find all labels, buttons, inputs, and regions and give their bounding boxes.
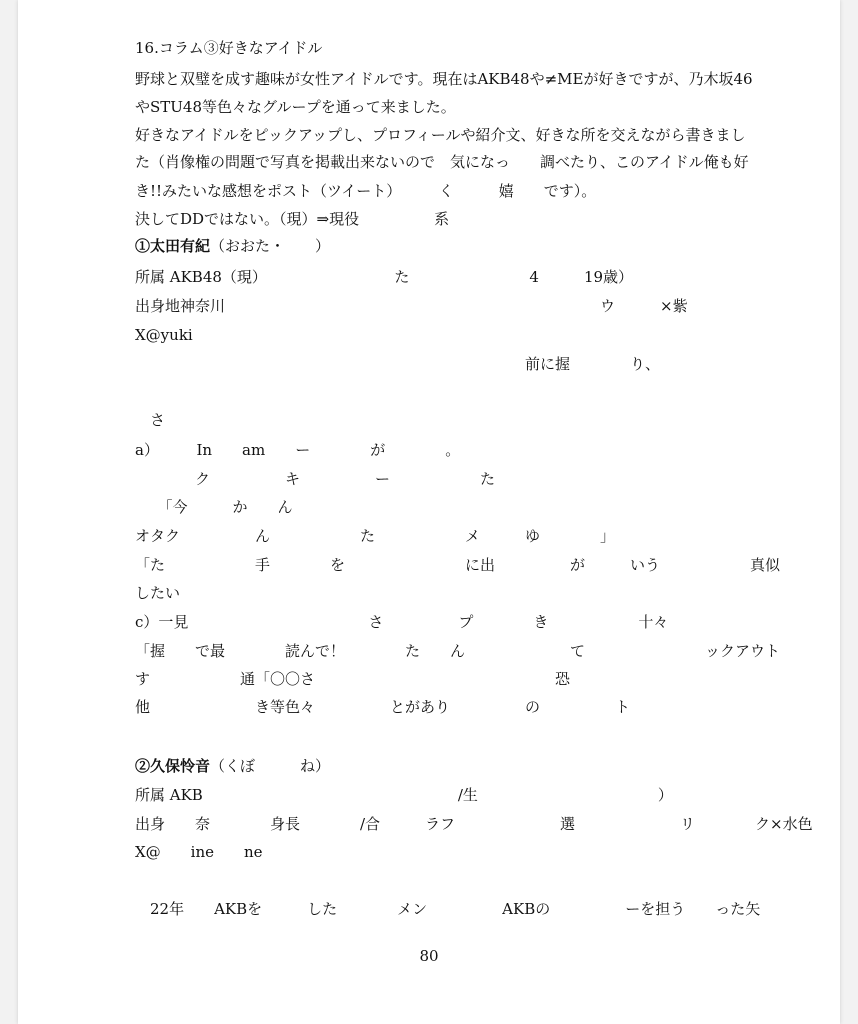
document-page: [18, 0, 840, 1024]
idol1-line-10: オタク ん た メ ゆ 」: [135, 527, 616, 545]
idol1-line-5: [135, 383, 735, 403]
intro-line-3: 好きなアイドルをピックアップし、プロフィールや紹介文、好きな所を交えながら書きまし: [135, 126, 746, 144]
idol1-reading: （おおた・ ）: [210, 237, 331, 255]
idol1-line-9: 「今 か ん: [135, 498, 293, 516]
idol1-line-13: c）一見 さ プ き 十々: [135, 613, 669, 631]
idol1-heading: [135, 236, 735, 256]
idol1-line-1: 所属 AKB48（現） た 4 19歳）: [135, 268, 634, 286]
idol2-reading: （くぼ ね）: [210, 757, 331, 775]
page-number: 80: [419, 947, 439, 965]
intro-line-1: 野球と双璧を成す趣味が女性アイドルです。現在はAKB48や≠MEが好きですが、乃木坂46: [135, 70, 753, 88]
intro-line-5: き!!みたいな感想をポスト（ツイート） く 嬉 です）。: [135, 182, 597, 200]
idol1-line-11: 「た 手 を に出 が いう 真似: [135, 556, 781, 574]
intro-line-2: やSTU48等色々なグループを通って来ました。: [135, 98, 456, 116]
idol2-line-3: X@ ine ne: [135, 843, 263, 861]
column-heading: 16.コラム③好きなアイドル: [135, 39, 323, 57]
idol1-line-7: a） In am ー が 。: [135, 441, 461, 459]
idol2-line-2: 出身 奈 身長 /合 ラフ 選 リ ク×水色: [135, 815, 813, 833]
intro-line-6: 決してDDではない。（現）⇒現役 系: [135, 210, 450, 228]
idol1-name: ①太田有紀: [135, 237, 211, 255]
idol2-heading: [135, 756, 735, 776]
idol2-line-5: 22年 AKBを した メン AKBの ーを担う った矢: [135, 900, 761, 918]
idol2-line-1: 所属 AKB /生 ）: [135, 786, 673, 804]
intro-line-4: た（肖像権の問題で写真を掲載出来ないので 気になっ 調べたり、このアイドル俺も好: [135, 153, 749, 171]
idol1-line-14: 「握 で最 読んで！ た ん て ックアウト: [135, 642, 781, 660]
idol1-line-16: 他 き等色々 とがあり の ト: [135, 698, 631, 716]
idol1-line-3: X@yuki: [135, 326, 193, 344]
idol1-line-6: さ: [135, 411, 166, 429]
idol1-line-12: したい: [135, 584, 181, 602]
idol1-line-4: 前に握 り、: [135, 355, 661, 373]
idol1-line-8: ク キ ー た: [135, 470, 526, 488]
idol1-line-2: 出身地神奈川 ウ ×紫: [135, 297, 688, 315]
idol2-name: ②久保怜音: [135, 757, 211, 775]
idol1-line-15: す 通「〇〇さ 恐: [135, 670, 586, 688]
